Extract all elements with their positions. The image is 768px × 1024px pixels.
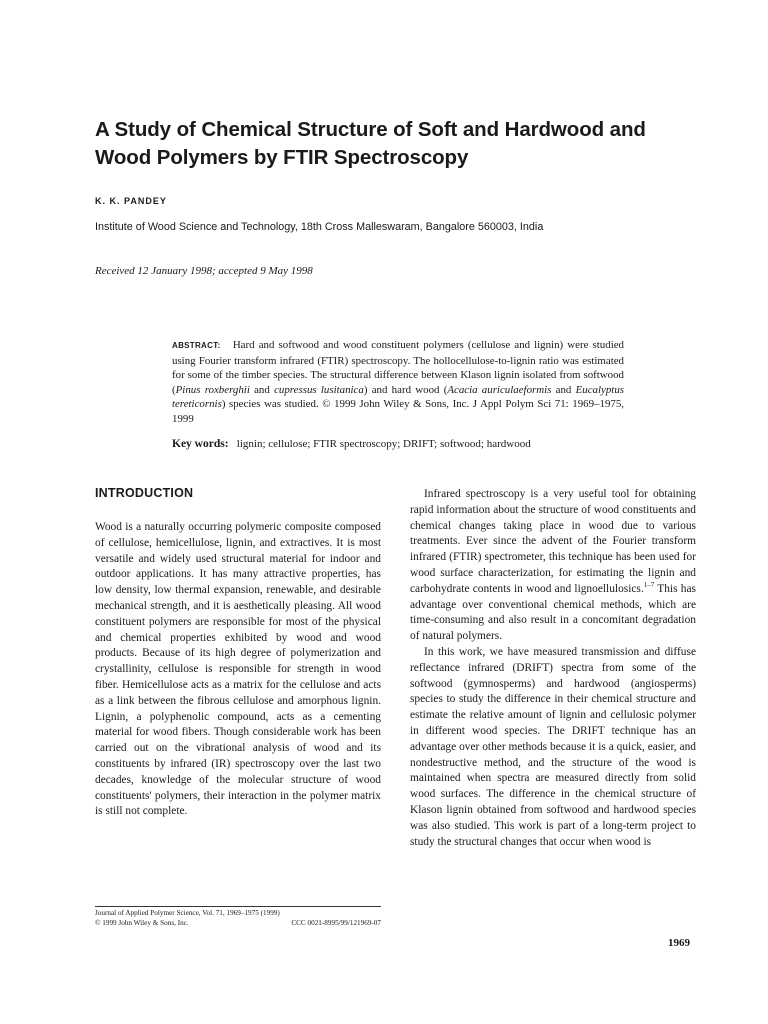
paragraph-text: Infrared spectroscopy is a very useful tool for obtaining rapid information about the structure of wood constituents and chemical changes taking place in wood due to various treatments. Ever since the advent of the Fourier transform infrared (FTIR) spectrometer, this technique has been used for wood surface characterization, for estimating the lignin and carbohydrate contents in wood and lignoellulosics. bbox=[410, 488, 696, 595]
right-column bbox=[410, 487, 696, 850]
abstract bbox=[172, 338, 624, 427]
footnote bbox=[95, 909, 381, 928]
footnote-divider bbox=[95, 906, 381, 907]
species-name: Pinus roxberghii bbox=[175, 383, 250, 396]
footnote-row bbox=[95, 919, 381, 929]
keywords-label: Key words: bbox=[172, 438, 229, 450]
citation-ref[interactable]: 1–7 bbox=[643, 580, 655, 589]
footnote-ccc: CCC 0021-8995/99/121969-07 bbox=[291, 918, 381, 927]
paragraph: Wood is a naturally occurring polymeric composite composed of cellulose, hemicellulose, lignin, and extractives. It is most versatile and widely used structural material for indoor and outdoor applications. It has many attractive properties, has low density, low thermal expansion, renewable, and desirable mechanical strength, and it is aesthetically pleasing. All wood constituent polymers are responsible for most of the physical and chemical properties exhibited by wood and wood products. Because of its high degree of polymerization and crystallinity, cellulose is responsible for strength in wood fiber. Hemicellulose acts as a matrix for the cellulose and acts as a link between the fibrous cellulose and amorphous lignin. Lignin, a polyphenolic compound, acts as a cementing material for wood fibers. Though considerable work has been carried out on the vibrational analysis of wood and its constituents by infrared (IR) spectroscopy over the last two decades, knowledge of the molecular structure of wood constituents' polymers, their interaction in the polymer matrix is still not complete. bbox=[95, 521, 381, 818]
keywords-text: lignin; cellulose; FTIR spectroscopy; DRIFT; softwood; hardwood bbox=[236, 438, 531, 450]
left-column bbox=[95, 520, 381, 820]
abstract-text-3: ) species was studied. © 1999 John Wiley & Sons, Inc. J Appl Polym Sci 71: 1969–1975, 1999 bbox=[172, 398, 624, 425]
species-name: Eucalyptus tereticornis bbox=[172, 383, 625, 411]
species-name: cupressus lusitanica bbox=[274, 383, 364, 396]
paragraph-text: This has advantage over conventional chemical methods, which are time-consuming and also result in a concomitant degradation of natural polymers. bbox=[410, 582, 696, 643]
paragraph bbox=[410, 487, 696, 645]
paragraph: In this work, we have measured transmission and diffuse reflectance infrared (DRIFT) spectra from some of the softwood (gymnosperms) and hardwood (angiosperms) species to study the difference in their chemical structure and estimate the relative amount of lignin and cellulosic polymer in different wood species. The DRIFT technique has an advantage over other methods because it is a quick, easier, and nondestructive method, and the structure of the wood is maintained when spectra are measured directly from solid wood surfaces. The difference in the chemical structure of Klason lignin obtained from softwood and hardwood species was also studied. This work is part of a long-term project to study the structural changes that occur when wood is bbox=[410, 645, 696, 848]
abstract-label: ABSTRACT: bbox=[172, 341, 221, 350]
keywords bbox=[172, 438, 624, 450]
section-heading-introduction: INTRODUCTION bbox=[95, 486, 194, 500]
received-date: Received 12 January 1998; accepted 9 May 1998 bbox=[95, 265, 313, 277]
author-affiliation: Institute of Wood Science and Technology, 18th Cross Malleswaram, Bangalore 560003, India bbox=[95, 221, 544, 233]
abstract-conj: and bbox=[249, 383, 275, 396]
page-number: 1969 bbox=[668, 937, 690, 949]
author-name: K. K. PANDEY bbox=[95, 196, 167, 206]
paper-title: A Study of Chemical Structure of Soft and Hardwood and Wood Polymers by FTIR Spectroscopy bbox=[95, 118, 646, 169]
abstract-text-2: ) and hard wood ( bbox=[363, 383, 448, 396]
abstract-conj: and bbox=[551, 383, 576, 396]
footnote-journal: Journal of Applied Polymer Science, Vol. 71, 1969–1975 (1999) bbox=[95, 909, 280, 917]
species-name: Acacia auriculaeformis bbox=[447, 383, 552, 396]
footnote-copyright: © 1999 John Wiley & Sons, Inc. bbox=[95, 918, 189, 927]
abstract-text-1: Hard and softwood and wood constituent polymers (cellulose and lignin) were studied using Fourier transform infrared (FTIR) spectroscopy. The hollocellulose-to-lignin ratio was estimated for some of the timber species. The structural difference between Klason lignin isolated from softwood ( bbox=[172, 339, 624, 396]
